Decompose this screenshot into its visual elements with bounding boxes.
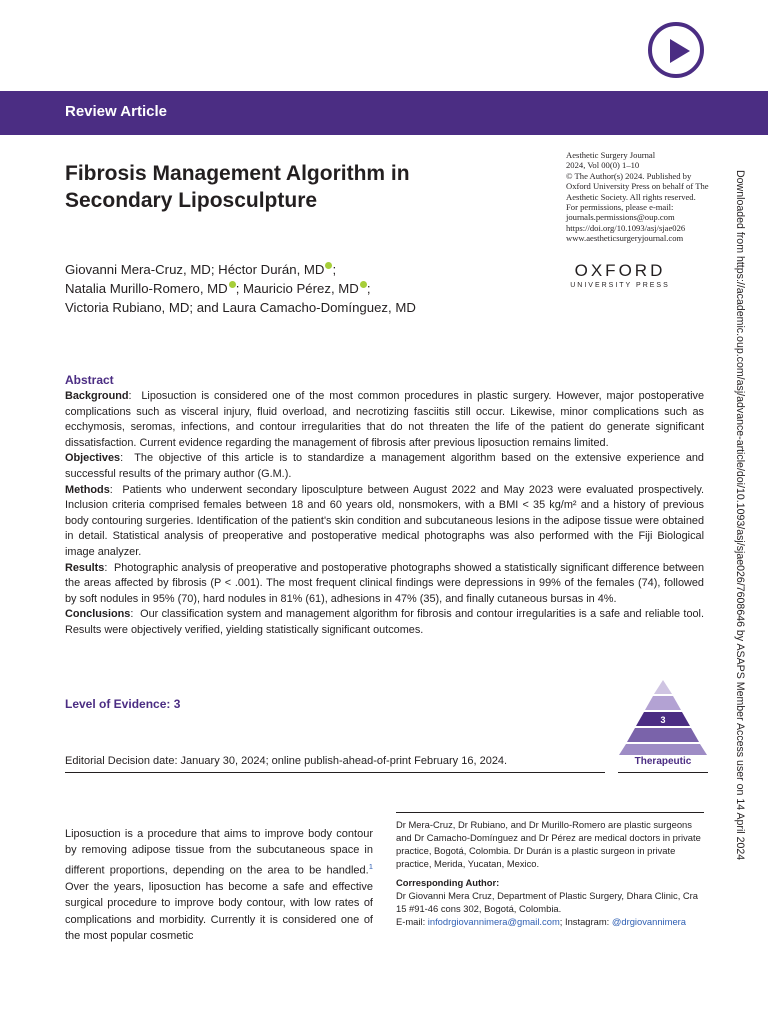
article-type-label: Review Article: [65, 103, 167, 120]
instagram-link[interactable]: @drgiovannimera: [611, 916, 686, 927]
divider: [65, 772, 605, 773]
abstract-objectives: Objectives: The objective of this article is to standardize a management algorithm based on the extensive experience and successful results of the primary author (G.M.).: [65, 452, 704, 480]
author-name: Héctor Durán, MD: [218, 262, 325, 277]
author-affiliations: Dr Mera-Cruz, Dr Rubiano, and Dr Murillo-Romero are plastic surgeons and Dr Camacho-Domínguez and Dr Pérez are medical doctors in private practice, Bogotá, Colombia. Dr Durán is a plastic surgeon in private practice, Merida, Yucatan, Mexico. Corresponding Author: Dr Giovanni Mera Cruz, Department of Plastic Surgery, Dhara Clinic, Cra 15 #91-46 cons 302, Bogotá, Colombia. E-mail: infodrgiovannimera@gmail.com; Instagram: @drgiovannimera: [396, 818, 706, 928]
evidence-level-number: 3: [660, 715, 666, 725]
evidence-pyramid-icon: [618, 678, 708, 756]
body-paragraph: Liposuction is a procedure that aims to improve body contour by removing adipose tissue from the subcutaneous space in different proportions, depending on the area to be handled.$^1$ Over the years, liposuction has become a safe and effective surgical procedure to improve body contour, with low rates of complications and morbidity. Currently it is considered one of the most popular cosmetic: [65, 828, 373, 943]
abstract-methods: Methods: Patients who underwent secondary liposculpture between August 2022 and May 2023 were evaluated prospectively. Inclusion criteria comprised females between 18 and 60 years old, nonsmokers, with a BMI < 35 kg/m² and a history of previous body contouring surgeries. Identification of the patient's skin condition and subcutaneous lesions in the adipose tissue were obtained in detail. Statistical analysis of preoperative and postoperative medical photographs was also performed with the Fiji Biological image analyzer.: [65, 483, 705, 558]
evidence-category: Therapeutic: [634, 756, 692, 767]
article-title: Fibrosis Management Algorithm in Secondary Liposculpture: [65, 162, 410, 212]
article-type-band: [0, 91, 768, 135]
abstract-conclusions: Conclusions: Our classification system and management algorithm for fibrosis and contour irregularities is a safe and reliable tool. Results were objectively verified, yielding statistically significant outcomes.: [65, 608, 705, 636]
corresponding-author-address: Dr Giovanni Mera Cruz, Department of Plastic Surgery, Dhara Clinic, Cra 15 #91-46 cons 302, Bogotá, Colombia.: [396, 890, 699, 914]
abstract-body: [65, 389, 704, 639]
divider: [618, 772, 708, 773]
author-name: Giovanni Mera-Cruz, MD: [65, 262, 211, 277]
divider: [396, 812, 704, 813]
orcid-icon[interactable]: [229, 281, 236, 288]
contact-line: E-mail: infodrgiovannimera@gmail.com; Instagram: @drgiovannimera: [396, 916, 686, 927]
author-list: Giovanni Mera-Cruz, MD; Héctor Durán, MD ; Natalia Murillo-Romero, MD ; Mauricio Pérez, MD ; Victoria Rubiano, MD; and Laura Camacho-Domínguez, MD: [65, 262, 416, 315]
corresponding-author-heading: Corresponding Author:: [396, 877, 500, 888]
download-note: Downloaded from https://academic.oup.com/asj/advance-article/doi/10.1093/asj/sjae026/7608646 by ASAPS Member Access user on 14 April 2024: [734, 170, 746, 861]
abstract-heading: Abstract: [65, 373, 114, 387]
publisher-logo: OXFORD UNIVERSITY PRESS: [570, 261, 670, 289]
author-name: Natalia Murillo-Romero, MD: [65, 281, 228, 296]
level-of-evidence: Level of Evidence: 3: [65, 697, 181, 711]
journal-info: Aesthetic Surgery Journal 2024, Vol 00(0) 1–10 © The Author(s) 2024. Published by Oxford University Press on behalf of The Aesthetic Society. All rights reserved. For permissions, please e-mail: journals.permissions@oup.com https://doi.org/10.1093/asj/sjae026 www.aestheticsurgeryjournal.com: [566, 150, 716, 244]
play-button[interactable]: [648, 22, 704, 78]
play-icon: [666, 38, 692, 64]
author-name: Victoria Rubiano, MD; and Laura Camacho-Domínguez, MD: [65, 300, 416, 315]
abstract-results: Results: Photographic analysis of preoperative and postoperative photographs showed a statistically significant difference between the areas affected by fibrosis (P < .001). The most frequent clinical findings were depressions in 99% of the females (74), followed by soft nodules in 95% (70), hard nodules in 81% (61), adhesions in 47% (35), and finally cutaneous bursas in 4%.: [65, 561, 705, 605]
abstract-background: Background: Liposuction is considered one of the most common procedures in plastic surgery. However, major postoperative complications such as visceral injury, fluid overload, and necrotizing fasciitis still occur. Likewise, minor complications such as ecchymosis, seromas, infections, and contour irregularities that do not threaten the life of the patient do generate significant dissatisfaction. Current evidence regarding the management of fibrosis after previous liposuction remains limited.: [65, 390, 705, 449]
reference-link[interactable]: 1: [368, 861, 373, 871]
editorial-decision-date: Editorial Decision date: January 30, 2024; online publish-ahead-of-print February 16, 2024.: [65, 755, 508, 767]
journal-website-link[interactable]: www.aestheticsurgeryjournal.com: [566, 233, 684, 244]
email-link[interactable]: infodrgiovannimera@gmail.com: [427, 916, 560, 927]
orcid-icon[interactable]: [360, 281, 367, 288]
doi-link[interactable]: https://doi.org/10.1093/asj/sjae026: [566, 222, 686, 233]
author-name: Mauricio Pérez, MD: [243, 281, 359, 296]
